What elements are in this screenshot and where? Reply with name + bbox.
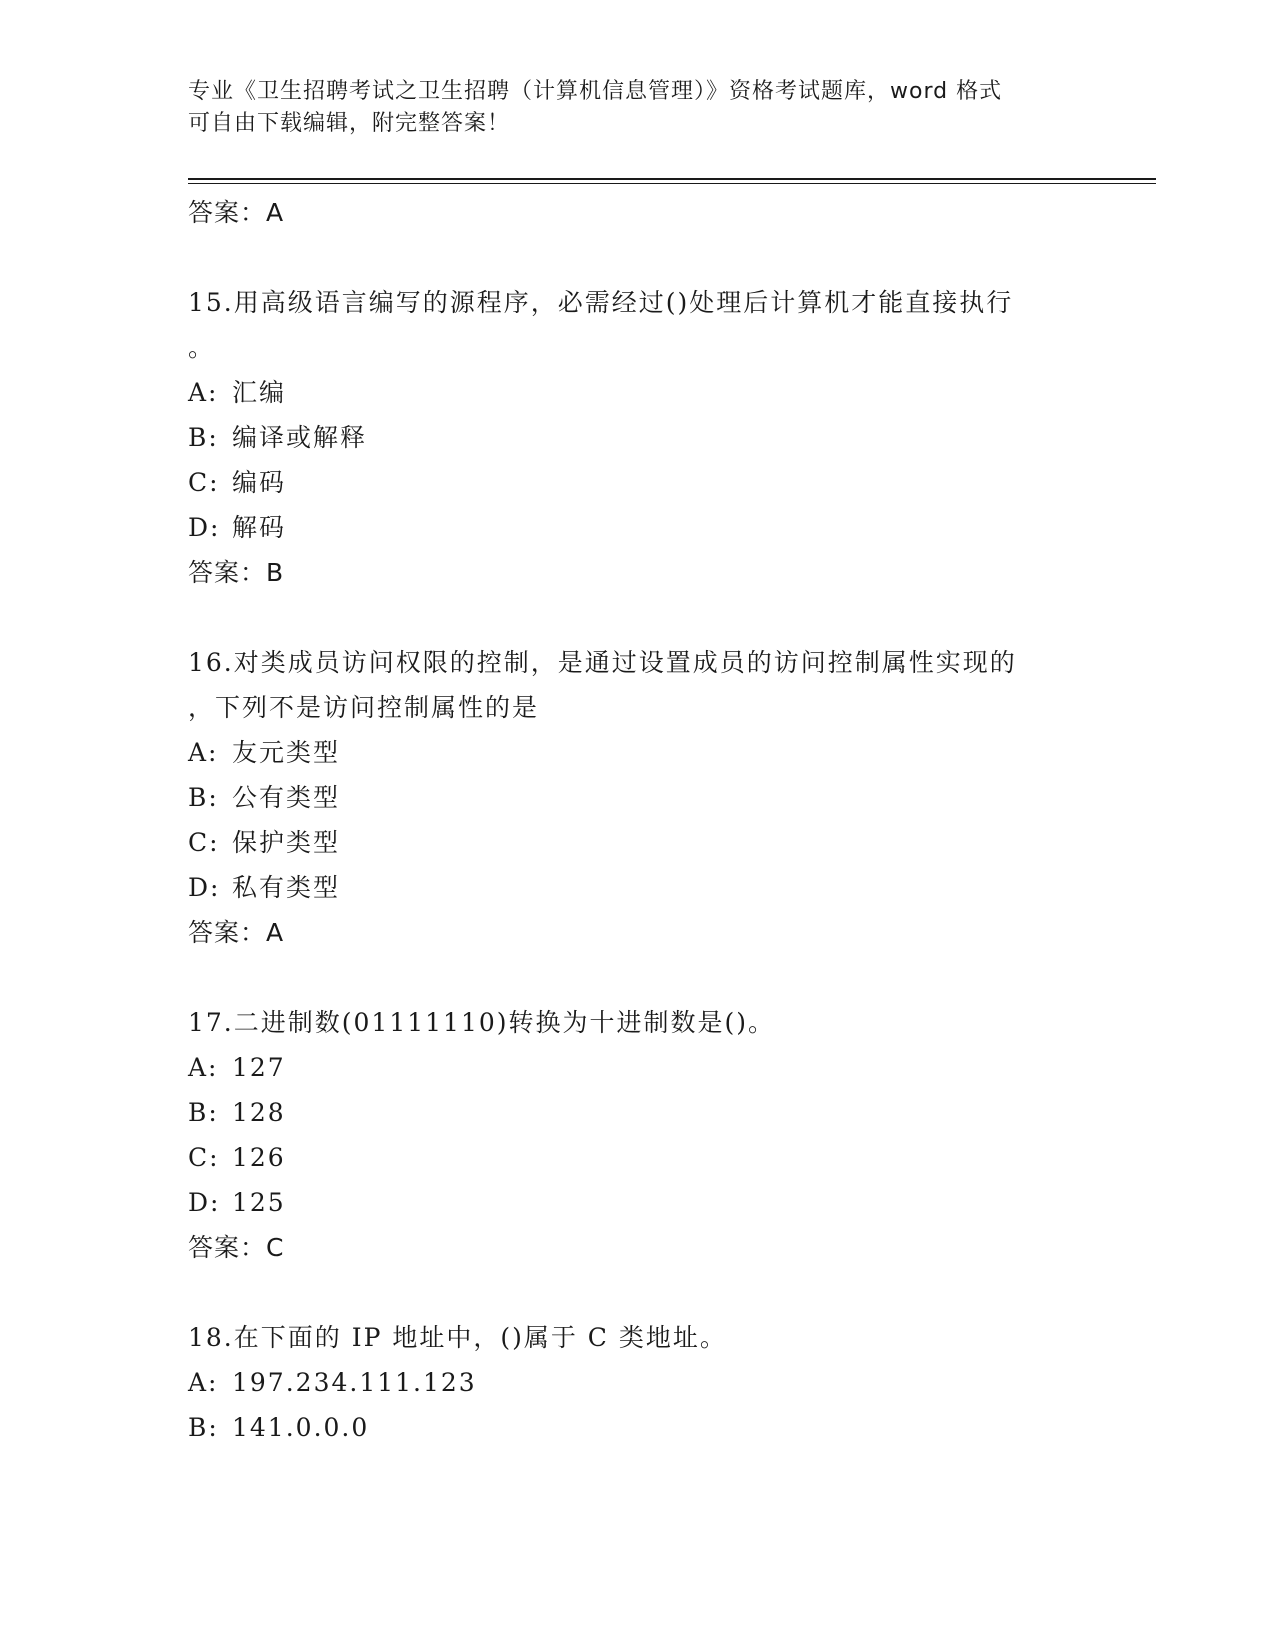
spacer xyxy=(188,955,1088,1000)
option-a xyxy=(188,370,1088,415)
option-c xyxy=(188,460,1088,505)
option-b xyxy=(188,775,1088,820)
option-label: D: xyxy=(188,513,221,542)
option-label: C: xyxy=(188,828,220,857)
question-15 xyxy=(188,280,1088,595)
option-label: B: xyxy=(188,783,219,812)
option-a xyxy=(188,1045,1088,1090)
header-line-2: 可自由下载编辑，附完整答案！ xyxy=(188,111,511,136)
header-divider-thin xyxy=(188,183,1156,184)
option-label: C: xyxy=(188,1143,220,1172)
answer: 答案：A xyxy=(188,918,285,947)
answer: 答案：C xyxy=(188,1233,285,1262)
header-line-1: 专业《卫生招聘考试之卫生招聘（计算机信息管理）》资格考试题库，word 格式 xyxy=(188,79,1003,104)
option-d xyxy=(188,865,1088,910)
question-17 xyxy=(188,1000,1088,1270)
option-text: 公有类型 xyxy=(232,783,341,812)
option-c xyxy=(188,1135,1088,1180)
spacer xyxy=(188,235,1088,280)
answer: 答案：B xyxy=(188,558,285,587)
option-label: B: xyxy=(188,423,219,452)
option-c xyxy=(188,820,1088,865)
question-text: 18.在下面的 IP 地址中，()属于 C 类地址。 xyxy=(188,1323,727,1352)
option-label: D: xyxy=(188,873,221,902)
option-d xyxy=(188,505,1088,550)
option-text: 125 xyxy=(232,1188,286,1217)
option-text: 编译或解释 xyxy=(232,423,368,452)
question-text-continued: ，下列不是访问控制属性的是 xyxy=(188,693,540,722)
option-text: 友元类型 xyxy=(232,738,341,767)
question-text: 17.二进制数(01111110)转换为十进制数是()。 xyxy=(188,1008,776,1037)
option-text: 197.234.111.123 xyxy=(232,1368,477,1397)
question-text-continued: 。 xyxy=(188,333,216,362)
header-divider-thick xyxy=(188,178,1156,180)
option-label: D: xyxy=(188,1188,221,1217)
option-text: 126 xyxy=(232,1143,286,1172)
option-text: 128 xyxy=(232,1098,286,1127)
option-text: 解码 xyxy=(232,513,287,542)
option-label: B: xyxy=(188,1413,219,1442)
option-text: 141.0.0.0 xyxy=(232,1413,370,1442)
question-16 xyxy=(188,640,1088,955)
option-label: A: xyxy=(188,738,219,767)
option-label: B: xyxy=(188,1098,219,1127)
option-a xyxy=(188,1360,1088,1405)
option-text: 编码 xyxy=(232,468,287,497)
option-d xyxy=(188,1180,1088,1225)
option-text: 私有类型 xyxy=(232,873,341,902)
option-label: A: xyxy=(188,1053,219,1082)
document-header xyxy=(188,76,1088,140)
option-b xyxy=(188,415,1088,460)
option-label: C: xyxy=(188,468,220,497)
option-text: 127 xyxy=(232,1053,286,1082)
option-label: A: xyxy=(188,378,219,407)
option-b xyxy=(188,1090,1088,1135)
spacer xyxy=(188,1270,1088,1315)
spacer xyxy=(188,595,1088,640)
previous-answer: 答案：A xyxy=(188,198,285,227)
question-18 xyxy=(188,1315,1088,1450)
option-label: A: xyxy=(188,1368,219,1397)
option-b xyxy=(188,1405,1088,1450)
option-text: 保护类型 xyxy=(232,828,341,857)
question-list xyxy=(188,190,1088,1450)
question-text: 15.用高级语言编写的源程序，必需经过()处理后计算机才能直接执行 xyxy=(188,288,1014,317)
question-text: 16.对类成员访问权限的控制，是通过设置成员的访问控制属性实现的 xyxy=(188,648,1017,677)
option-a xyxy=(188,730,1088,775)
option-text: 汇编 xyxy=(232,378,287,407)
